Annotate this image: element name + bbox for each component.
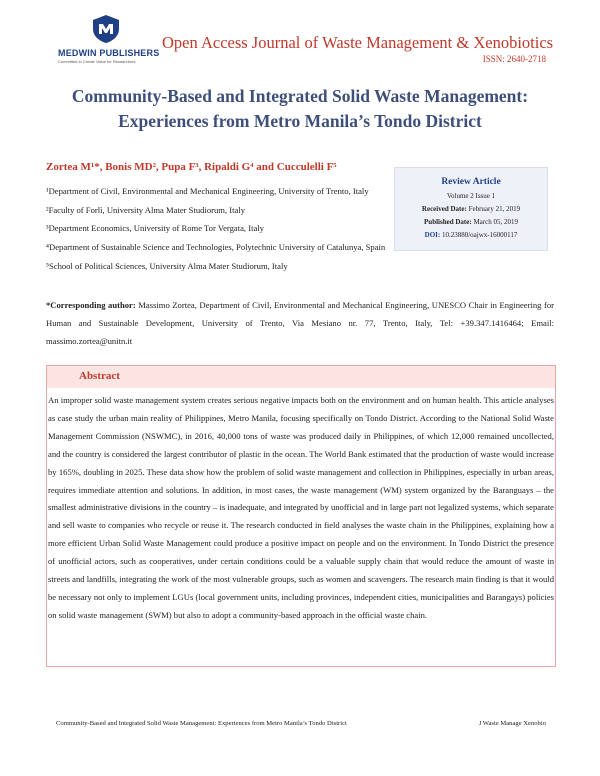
article-title bbox=[40, 84, 560, 134]
published-date bbox=[395, 218, 547, 226]
abstract-heading: Abstract bbox=[79, 370, 120, 382]
volume-issue: Volume 2 Issue 1 bbox=[446, 192, 496, 200]
corresponding-text: Massimo Zortea, Department of Civil, Environmental and Mechanical Engineering, UNESCO Chair in Engineering for Human and Sustainable Development, University of Trento, Via Mesiano nr. 77, Trento, Italy, Tel: +39.347.1416464; Email: massimo.zortea@unitn.it bbox=[46, 300, 554, 346]
received-date bbox=[395, 205, 547, 213]
article-info-box bbox=[394, 167, 548, 251]
footer-running-title: Community-Based and Integrated Solid Waste Management: Experiences from Metro Manila’s Tondo District bbox=[56, 720, 347, 727]
abstract-header bbox=[47, 366, 555, 388]
abstract-text: An improper solid waste management system creates serious negative impacts both on the environment and on human health. This article analyses as case study the urban main reality of Philippines, Metro Manila, focusing specifically on Tondo District. According to the National Solid Waste Management Commission (NSWMC), in 2016, 40,000 tons of waste was produced daily in Philippines, of which 12,000 remained uncollected, and the country is considered the largest contributor of plastic in the ocean. The World Bank estimated that the production of waste would increase by 165%, doubling in 2025. These data show how the problem of solid waste management and collection in Philippines, especially in urban areas, requires immediate attention and solutions. In addition, in most cases, the waste management (WM) system organized by the Baranguays – the smallest administrative divisions in the country – is inadequate, and integrated by unofficial and in large part not legalized systems, which separate and sell waste to companies who recycle or reuse it. The research conducted in field analyses the waste chain in the Philippines, explaining how a more efficient Urban Solid Waste Management could produce a positive impact on people and on the environment. In Tondo District the presence of unofficial actors, such as cooperatives, under certain conditions could be a valuable supply chain that would reduce the amount of waste in streets and landfills, integrating the work of the most vulnerable groups, such as women and scavengers. The research main finding is that it would be necessary not only to implement LGUs (local government units, including provinces, independent cities, municipalities and Barangays) policies on solid waste management (SWM) but also to adopt a community-based approach in the official waste chain. bbox=[48, 395, 554, 620]
article-title-line1: Community-Based and Integrated Solid Waste Management: bbox=[71, 86, 529, 106]
received-value: February 21, 2019 bbox=[468, 205, 521, 213]
affiliation-item: ²Faculty of Forlì, University Alma Mater Studiorum, Italy bbox=[46, 204, 246, 215]
publisher-name: MEDWIN PUBLISHERS bbox=[58, 48, 160, 58]
article-type: Review Article bbox=[441, 177, 501, 187]
publisher-logo[interactable] bbox=[58, 14, 168, 66]
published-label: Published Date: bbox=[424, 218, 472, 226]
abstract-box bbox=[46, 365, 556, 667]
corresponding-label: *Corresponding author: bbox=[46, 300, 136, 310]
corresponding-author bbox=[46, 296, 554, 350]
issn: ISSN: 2640-2718 bbox=[482, 54, 546, 64]
received-label: Received Date: bbox=[421, 205, 467, 213]
publisher-tagline: Committed to Create Value for Researchers bbox=[58, 59, 136, 64]
journal-title[interactable]: Open Access Journal of Waste Management & Xenobiotics bbox=[162, 33, 554, 52]
authors: Zortea M¹*, Bonis MD², Pupa F³, Ripaldi G⁴ and Cucculelli F⁵ bbox=[46, 161, 337, 173]
affiliation-item: ⁴Department of Sustainable Science and Technologies, Polytechnic University of Catalunya, Spain bbox=[46, 242, 386, 253]
article-title-line2: Experiences from Metro Manila’s Tondo District bbox=[118, 111, 482, 131]
medwin-shield-icon bbox=[91, 14, 121, 44]
affiliation-item: ¹Department of Civil, Environmental and Mechanical Engineering, University of Trento, Italy bbox=[46, 186, 369, 196]
doi-label: DOI: bbox=[424, 231, 441, 239]
doi-value: 10.23880/oajwx-16000117 bbox=[441, 231, 518, 239]
footer-journal-abbrev: J Waste Manage Xenobio bbox=[478, 720, 546, 727]
page-header bbox=[0, 0, 600, 78]
affiliation-item: ⁵School of Political Sciences, University Alma Mater Studiorum, Italy bbox=[46, 260, 288, 271]
published-value: March 05, 2019 bbox=[473, 218, 518, 226]
affiliation-item: ³Department Economics, University of Rome Tor Vergata, Italy bbox=[46, 223, 264, 234]
doi[interactable] bbox=[395, 231, 547, 239]
affiliations bbox=[46, 182, 386, 276]
